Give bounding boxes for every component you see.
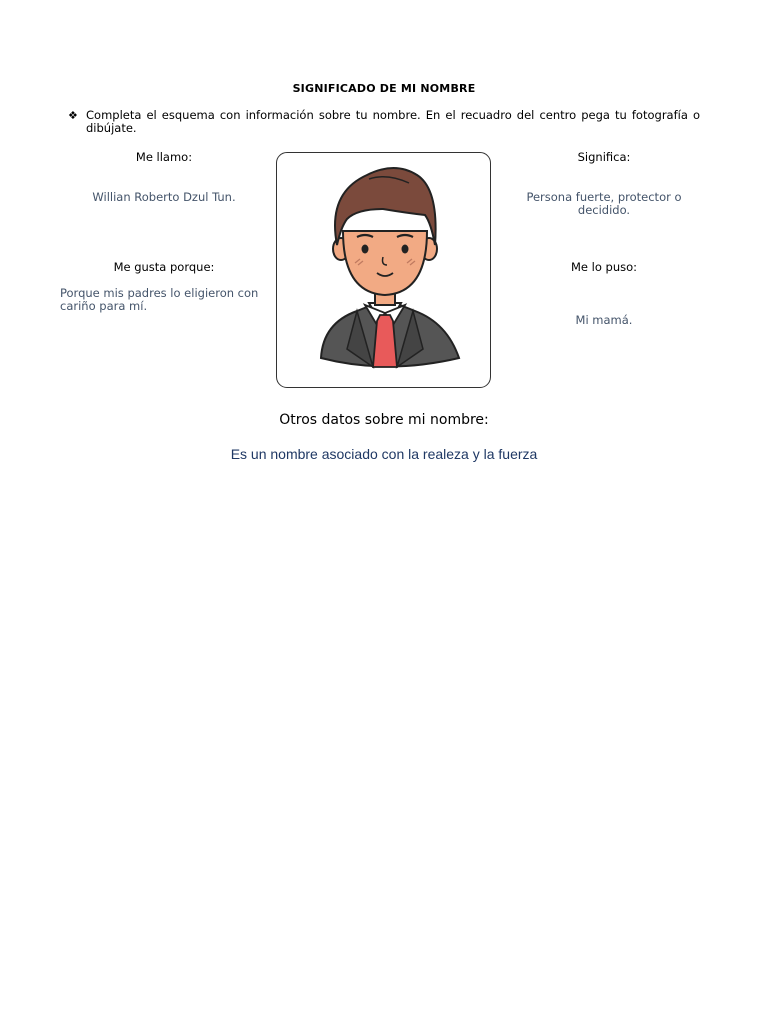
other-heading: Otros datos sobre mi nombre:: [279, 412, 489, 428]
meaning-value: Persona fuerte, protector o decidido.: [526, 190, 682, 217]
photo-frame: [276, 152, 491, 388]
avatar-man-suit-icon: [277, 153, 492, 389]
instruction-text: Completa el esquema con información sobre tu nombre. En el recuadro del centro pega tu fotografía o dibújate.: [86, 108, 700, 135]
given-value: Mi mamá.: [575, 313, 633, 327]
bullet-icon: ❖: [68, 109, 78, 122]
name-label: Me llamo:: [135, 150, 193, 164]
other-value: Es un nombre asociado con la realeza y la fuerza: [230, 446, 538, 462]
like-value: Porque mis padres lo eligieron con cariño para mí.: [60, 286, 259, 313]
page-title: SIGNIFICADO DE MI NOMBRE: [292, 82, 476, 95]
meaning-label: Significa:: [577, 150, 631, 164]
given-label: Me lo puso:: [570, 260, 638, 274]
name-value: Willian Roberto Dzul Tun.: [92, 190, 236, 204]
like-label: Me gusta porque:: [113, 260, 215, 274]
